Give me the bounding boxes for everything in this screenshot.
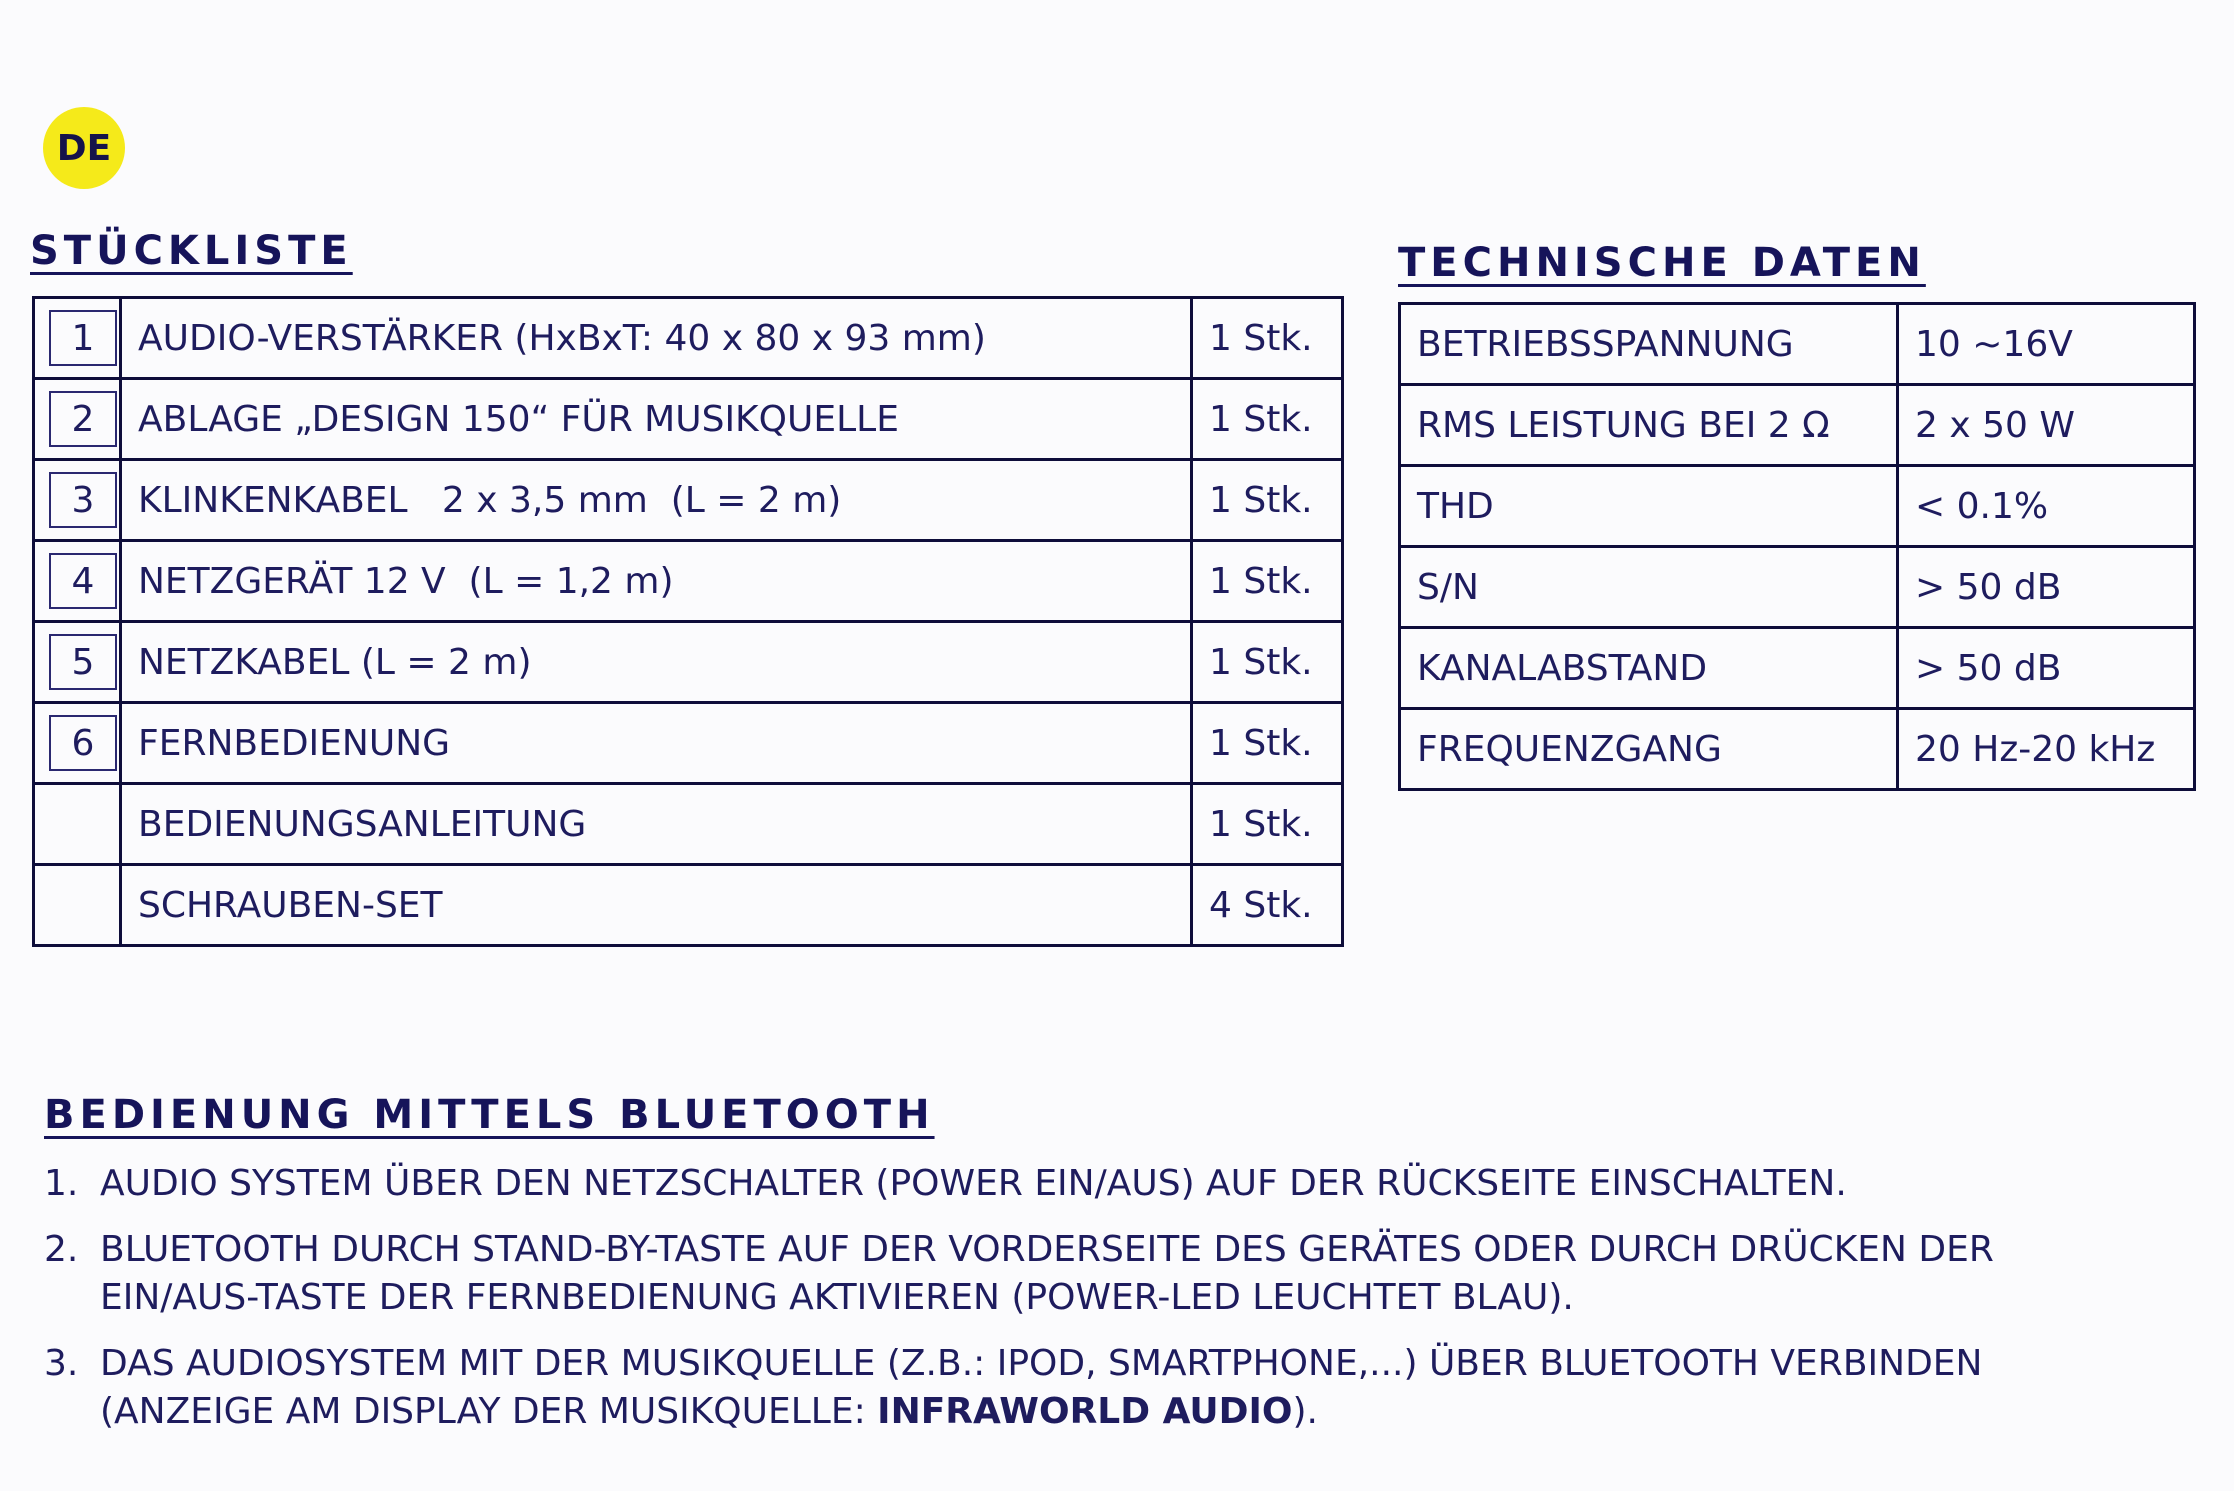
- parts-list-table: [32, 296, 1344, 947]
- spec-label: KANALABSTAND: [1400, 628, 1898, 709]
- table-row: [34, 784, 1343, 865]
- item-number-cell: [34, 460, 121, 541]
- item-name: BEDIENUNGSANLEITUNG: [121, 784, 1192, 865]
- item-name: KLINKENKABEL 2 x 3,5 mm (L = 2 m): [121, 460, 1192, 541]
- item-name: AUDIO-VERSTÄRKER (HxBxT: 40 x 80 x 93 mm): [121, 298, 1192, 379]
- table-row: [34, 541, 1343, 622]
- table-row: [1400, 709, 2195, 790]
- item-number-cell: [34, 703, 121, 784]
- table-row: [1400, 547, 2195, 628]
- item-number: 1: [49, 310, 117, 366]
- bluetooth-steps: [44, 1160, 2164, 1454]
- spec-label: BETRIEBSSPANNUNG: [1400, 304, 1898, 385]
- item-number: 2: [49, 391, 117, 447]
- spec-value: 20 Hz-20 kHz: [1898, 709, 2195, 790]
- step-text-part: DAS AUDIOSYSTEM MIT DER MUSIKQUELLE (Z.B.: IPOD, SMARTPHONE,...) ÜBER BLUETOOTH VERBINDEN (ANZEIGE AM DISPLAY DER MUSIKQUELLE:: [100, 1343, 1983, 1432]
- list-item: [44, 1226, 2164, 1322]
- table-row: [1400, 628, 2195, 709]
- item-number-cell: [34, 865, 121, 946]
- item-quantity: 1 Stk.: [1192, 460, 1343, 541]
- item-name: FERNBEDIENUNG: [121, 703, 1192, 784]
- item-name: NETZGERÄT 12 V (L = 1,2 m): [121, 541, 1192, 622]
- spec-label: S/N: [1400, 547, 1898, 628]
- spec-label: RMS LEISTUNG BEI 2 Ω: [1400, 385, 1898, 466]
- step-number: 3.: [44, 1343, 79, 1384]
- item-number-cell: [34, 541, 121, 622]
- item-quantity: 4 Stk.: [1192, 865, 1343, 946]
- item-number-cell: [34, 622, 121, 703]
- list-item: [44, 1340, 2164, 1436]
- item-quantity: 1 Stk.: [1192, 541, 1343, 622]
- spec-label: THD: [1400, 466, 1898, 547]
- spec-value: < 0.1%: [1898, 466, 2195, 547]
- step-text: BLUETOOTH DURCH STAND-BY-TASTE AUF DER VORDERSEITE DES GERÄTES ODER DURCH DRÜCKEN DER EIN/AUS-TASTE DER FERNBEDIENUNG AKTIVIEREN (POWER-LED LEUCHTET BLAU).: [100, 1229, 1994, 1318]
- item-quantity: 1 Stk.: [1192, 622, 1343, 703]
- bluetooth-title: BEDIENUNG MITTELS BLUETOOTH: [44, 1092, 935, 1138]
- item-number-cell: [34, 784, 121, 865]
- step-number: 1.: [44, 1163, 79, 1204]
- parts-list-title: STÜCKLISTE: [30, 228, 353, 274]
- item-number: 6: [49, 715, 117, 771]
- item-number-cell: [34, 379, 121, 460]
- device-name: INFRAWORLD AUDIO: [877, 1391, 1293, 1432]
- table-row: [34, 865, 1343, 946]
- table-row: [1400, 466, 2195, 547]
- spec-value: > 50 dB: [1898, 628, 2195, 709]
- item-number-cell: [34, 298, 121, 379]
- item-name: SCHRAUBEN-SET: [121, 865, 1192, 946]
- table-row: [34, 298, 1343, 379]
- item-quantity: 1 Stk.: [1192, 703, 1343, 784]
- table-row: [1400, 304, 2195, 385]
- table-row: [1400, 385, 2195, 466]
- spec-value: > 50 dB: [1898, 547, 2195, 628]
- step-text: AUDIO SYSTEM ÜBER DEN NETZSCHALTER (POWER EIN/AUS) AUF DER RÜCKSEITE EINSCHALTEN.: [100, 1163, 1847, 1204]
- table-row: [34, 460, 1343, 541]
- item-number: 5: [49, 634, 117, 690]
- spec-value: 2 x 50 W: [1898, 385, 2195, 466]
- step-text: [100, 1340, 2164, 1436]
- list-item: [44, 1160, 2164, 1208]
- step-number: 2.: [44, 1229, 79, 1270]
- item-name: NETZKABEL (L = 2 m): [121, 622, 1192, 703]
- item-quantity: 1 Stk.: [1192, 379, 1343, 460]
- step-text-part: ).: [1292, 1391, 1319, 1432]
- technical-data-table: [1398, 302, 2196, 791]
- table-row: [34, 622, 1343, 703]
- item-name: ABLAGE „DESIGN 150“ FÜR MUSIKQUELLE: [121, 379, 1192, 460]
- spec-label: FREQUENZGANG: [1400, 709, 1898, 790]
- item-number: 3: [49, 472, 117, 528]
- spec-value: 10 ~16V: [1898, 304, 2195, 385]
- language-badge: DE: [43, 107, 125, 189]
- item-quantity: 1 Stk.: [1192, 784, 1343, 865]
- item-number: 4: [49, 553, 117, 609]
- table-row: [34, 379, 1343, 460]
- technical-data-title: TECHNISCHE DATEN: [1398, 240, 1926, 286]
- table-row: [34, 703, 1343, 784]
- item-quantity: 1 Stk.: [1192, 298, 1343, 379]
